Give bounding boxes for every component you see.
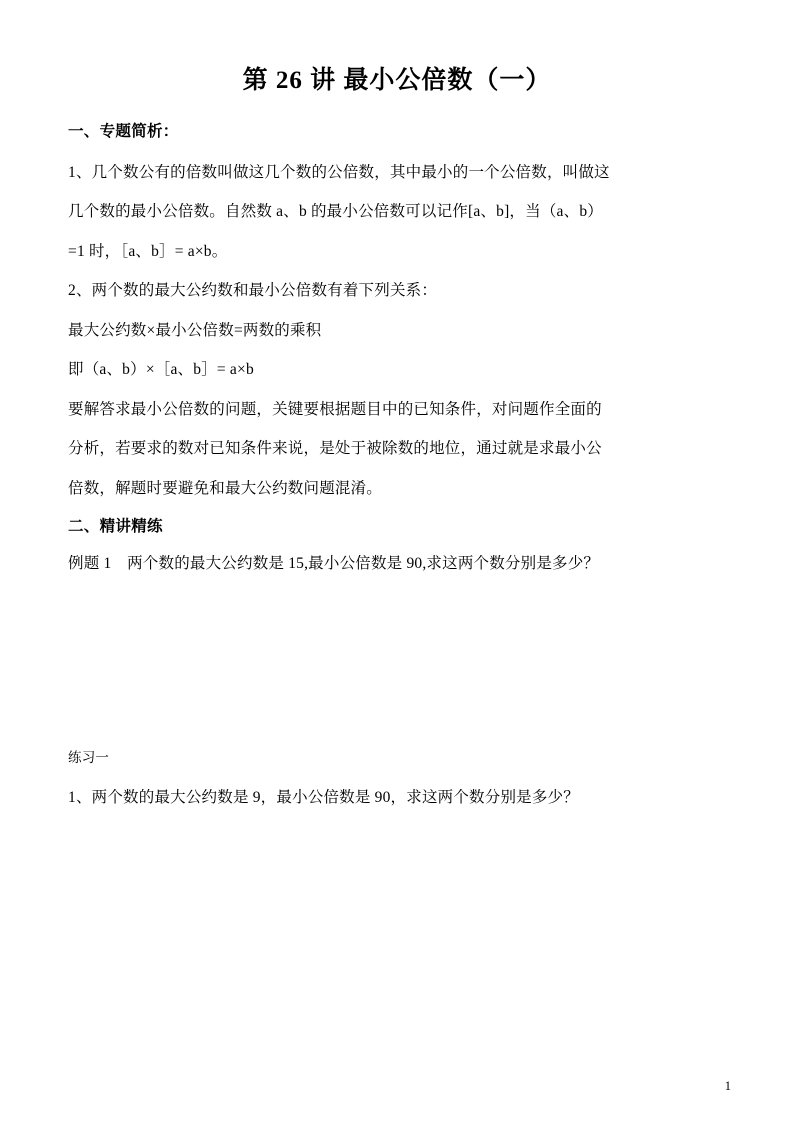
overview-item1-line1: 1、几个数公有的倍数叫做这几个数的公倍数，其中最小的一个公倍数，叫做这 [68, 163, 610, 181]
section-heading-overview: 一、专题简析： [68, 122, 179, 140]
overview-paragraph-line2: 分析，若要求的数对已知条件来说，是处于被除数的地位，通过就是求最小公 [68, 440, 602, 458]
overview-formula-notation: 即（a、b）×［a、b］= a×b [68, 361, 254, 379]
page-number: 1 [724, 1078, 731, 1093]
overview-paragraph-line3: 倍数，解题时要避免和最大公约数问题混淆。 [68, 479, 383, 497]
exercise-set-label: 练习一 [68, 749, 110, 765]
spacer [68, 98, 726, 120]
overview-item1-line3: =1 时，［a、b］= a×b。 [68, 242, 228, 260]
overview-formula-product: 最大公约数×最小公倍数=两数的乘积 [68, 321, 322, 339]
overview-item1-line2: 几个数的最小公倍数。自然数 a、b 的最小公倍数可以记作[a、b]，当（a、b） [68, 203, 603, 221]
spacer [68, 508, 726, 515]
example-1-answer-space [68, 579, 726, 747]
spacer [68, 540, 726, 548]
section-heading-practice: 二、精讲精练 [68, 518, 163, 536]
example-problem-1: 例题 1 两个数的最大公约数是 15,最小公倍数是 90,求这两个数分别是多少？ [68, 554, 600, 572]
overview-paragraph-line1: 要解答求最小公倍数的问题，关键要根据题目中的已知条件，对问题作全面的 [68, 400, 602, 418]
spacer [68, 145, 726, 153]
document-body [68, 0, 726, 813]
page-title: 第 26 讲 最小公倍数（一） [242, 67, 552, 94]
overview-item2-line1: 2、两个数的最大公约数和最小公倍数有着下列关系： [68, 282, 438, 300]
spacer [68, 770, 726, 782]
exercise-item-1: 1、两个数的最大公约数是 9，最小公倍数是 90，求这两个数分别是多少？ [68, 788, 579, 806]
